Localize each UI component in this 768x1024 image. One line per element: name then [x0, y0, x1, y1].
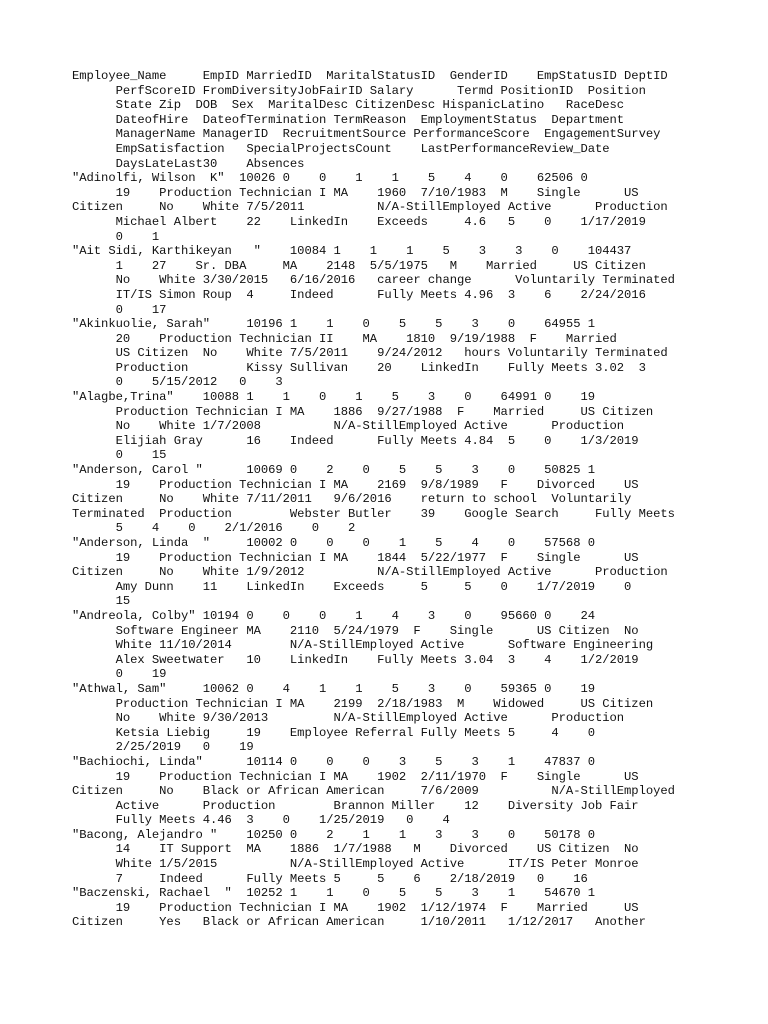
text-line: 7 Indeed Fully Meets 5 5 6 2/18/2019 0 16	[72, 871, 588, 886]
text-line: White 1/5/2015 N/A-StillEmployed Active IT/IS Peter Monroe	[72, 857, 639, 872]
text-line: State Zip DOB Sex MaritalDesc CitizenDesc HispanicLatino RaceDesc	[72, 98, 625, 113]
text-line: No White 3/30/2015 6/16/2016 career change Voluntarily Terminated	[72, 273, 675, 288]
text-line: 19 Production Technician I MA 1902 1/12/1974 F Married US	[72, 900, 639, 915]
text-line: 14 IT Support MA 1886 1/7/1988 M Divorced US Citizen No	[72, 842, 639, 857]
document-page	[72, 69, 732, 930]
text-line: DateofHire DateofTermination TermReason EmploymentStatus Department	[72, 112, 625, 127]
text-line: "Akinkuolie, Sarah" 10196 1 1 0 5 5 3 0 64955 1	[72, 317, 595, 332]
text-line: 15	[72, 594, 131, 609]
text-line: 19 Production Technician I MA 1844 5/22/1977 F Single US	[72, 550, 639, 565]
text-line: Employee_Name EmpID MarriedID MaritalStatusID GenderID EmpStatusID DeptID	[72, 69, 668, 83]
text-line: 0 1	[72, 229, 160, 244]
text-line: 5 4 0 2/1/2016 0 2	[72, 521, 356, 536]
text-line: "Anderson, Linda " 10002 0 0 0 1 5 4 0 57568 0	[72, 536, 595, 550]
text-line: 1 27 Sr. DBA MA 2148 5/5/1975 M Married US Citizen	[72, 258, 646, 273]
text-line: White 11/10/2014 N/A-StillEmployed Active Software Engineering	[72, 638, 654, 653]
text-line: Ketsia Liebig 19 Employee Referral Fully Meets 5 4 0	[72, 725, 595, 740]
text-line: ManagerName ManagerID RecruitmentSource PerformanceScore EngagementSurvey	[72, 127, 661, 142]
text-line: Production Kissy Sullivan 20 LinkedIn Fully Meets 3.02 3	[72, 360, 646, 375]
text-line: 20 Production Technician II MA 1810 9/19/1988 F Married	[72, 331, 617, 346]
text-line: Citizen Yes Black or African American 1/10/2011 1/12/2017 Another	[72, 915, 646, 930]
text-line: "Baczenski, Rachael " 10252 1 1 0 5 5 3 1 54670 1	[72, 886, 595, 901]
text-line: "Athwal, Sam" 10062 0 4 1 1 5 3 0 59365 0 19	[72, 681, 595, 696]
text-line: Amy Dunn 11 LinkedIn Exceeds 5 5 0 1/7/2019 0	[72, 579, 632, 594]
text-line: "Adinolfi, Wilson K" 10026 0 0 1 1 5 4 0 62506 0	[72, 171, 588, 186]
text-line: "Anderson, Carol " 10069 0 2 0 5 5 3 0 50825 1	[72, 463, 595, 478]
text-line: Production Technician I MA 1886 9/27/1988 F Married US Citizen	[72, 404, 654, 419]
text-line: Citizen No White 7/5/2011 N/A-StillEmployed Active Production	[72, 200, 668, 215]
text-line: Terminated Production Webster Butler 39 Google Search Fully Meets	[72, 506, 675, 521]
text-line: "Andreola, Colby" 10194 0 0 0 1 4 3 0 95660 0 24	[72, 608, 595, 623]
text-line: No White 9/30/2013 N/A-StillEmployed Active Production	[72, 711, 625, 726]
text-line: IT/IS Simon Roup 4 Indeed Fully Meets 4.96 3 6 2/24/2016	[72, 287, 646, 302]
text-line: Production Technician I MA 2199 2/18/1983 M Widowed US Citizen	[72, 696, 654, 711]
text-line: 2/25/2019 0 19	[72, 740, 254, 755]
text-line: "Bachiochi, Linda" 10114 0 0 0 3 5 3 1 47837 0	[72, 754, 595, 769]
text-line: No White 1/7/2008 N/A-StillEmployed Active Production	[72, 419, 625, 434]
text-line: "Ait Sidi, Karthikeyan " 10084 1 1 1 5 3 3 0 104437	[72, 244, 632, 259]
text-line: Active Production Brannon Miller 12 Diversity Job Fair	[72, 798, 639, 813]
text-line: Citizen No White 7/11/2011 9/6/2016 return to school Voluntarily	[72, 492, 632, 507]
text-line: EmpSatisfaction SpecialProjectsCount LastPerformanceReview_Date	[72, 141, 610, 156]
text-line: "Bacong, Alejandro " 10250 0 2 1 1 3 3 0 50178 0	[72, 827, 595, 842]
text-line: 19 Production Technician I MA 1960 7/10/1983 M Single US	[72, 185, 639, 200]
text-line: Software Engineer MA 2110 5/24/1979 F Single US Citizen No	[72, 623, 639, 638]
text-line: Fully Meets 4.46 3 0 1/25/2019 0 4	[72, 813, 450, 828]
text-line: Citizen No White 1/9/2012 N/A-StillEmployed Active Production	[72, 565, 668, 580]
text-line: Citizen No Black or African American 7/6/2009 N/A-StillEmployed	[72, 784, 675, 799]
text-line: 0 5/15/2012 0 3	[72, 375, 283, 390]
text-line: DaysLateLast30 Absences	[72, 156, 305, 171]
text-line: "Alagbe,Trina" 10088 1 1 0 1 5 3 0 64991 0 19	[72, 390, 595, 405]
text-line: 19 Production Technician I MA 2169 9/8/1989 F Divorced US	[72, 477, 639, 492]
text-line: PerfScoreID FromDiversityJobFairID Salary Termd PositionID Position	[72, 83, 646, 98]
text-line: 0 15	[72, 448, 167, 463]
text-line: US Citizen No White 7/5/2011 9/24/2012 hours Voluntarily Terminated	[72, 346, 668, 361]
text-line: 19 Production Technician I MA 1902 2/11/1970 F Single US	[72, 769, 639, 784]
text-line: Alex Sweetwater 10 LinkedIn Fully Meets 3.04 3 4 1/2/2019	[72, 652, 639, 667]
text-line: Michael Albert 22 LinkedIn Exceeds 4.6 5 0 1/17/2019	[72, 214, 646, 229]
text-line: 0 17	[72, 302, 167, 317]
text-line: Elijiah Gray 16 Indeed Fully Meets 4.84 5 0 1/3/2019	[72, 433, 639, 448]
text-line: 0 19	[72, 667, 167, 682]
